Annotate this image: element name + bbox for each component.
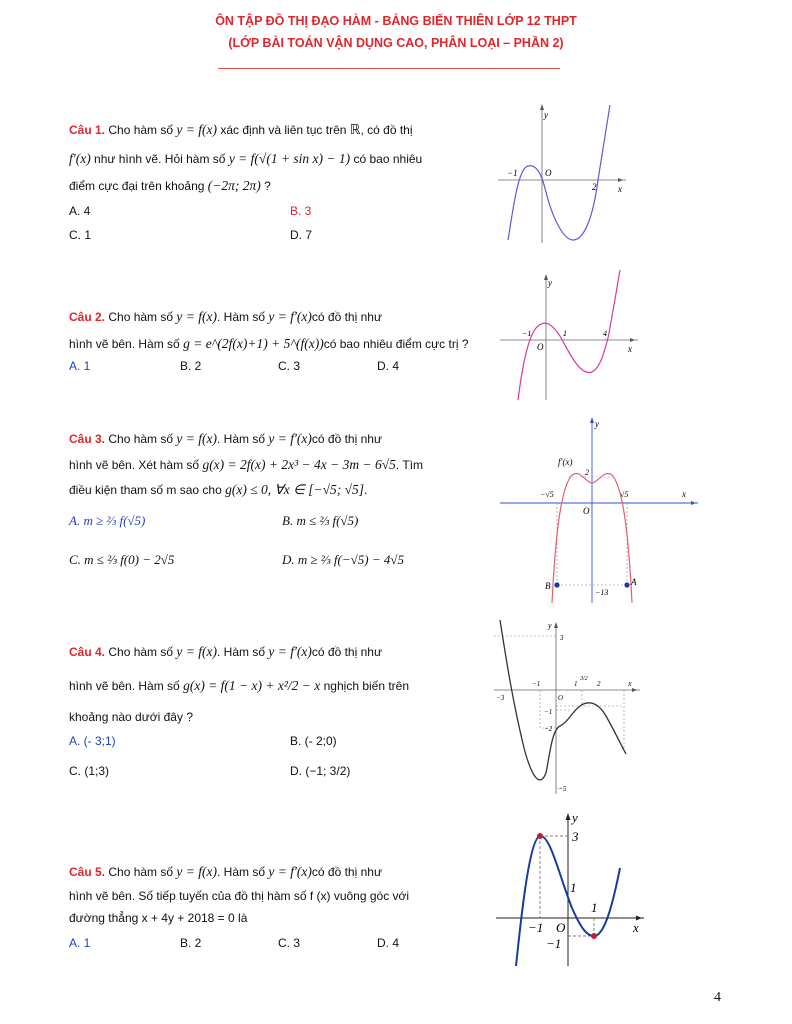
q5-line2 [69,889,409,903]
q3-line2 [69,457,423,473]
q2-text: . Hàm số [217,310,266,324]
q4-text: hình vẽ bên. Hàm số [69,679,180,693]
q5-line3 [69,911,247,925]
q5-formula: y = f(x) [176,864,217,879]
tick-label: −√5 [540,490,554,499]
tick-label: 1 [570,880,577,895]
tick-label: 2 [597,680,601,688]
origin-label: O [537,342,544,352]
q3-text: có đồ thị như [311,432,382,446]
q5-text: đường thẳng x + 4y + 2018 = 0 là [69,911,248,925]
page-subtitle: (LỚP BÀI TOÁN VẬN DỤNG CAO, PHÂN LOẠI – PHẦN 2) [228,36,564,50]
q5-text: hình vẽ bên. Số tiếp tuyến của đồ thị hàm số f (x) vuông góc với [69,889,410,903]
x-label: x [633,920,639,935]
q4-option-b[interactable]: B. (- 2;0) [290,734,337,748]
origin-label: O [545,168,552,178]
q1-label: Câu 1. [69,123,106,137]
point-b [554,582,559,587]
y-label: y [572,810,578,825]
point-b-label: B [545,581,551,591]
q1-formula: f′(x) [69,151,91,166]
q5-option-b[interactable]: B. 2 [180,936,202,950]
q4-line1 [69,644,382,660]
tick-label: −5 [558,785,567,793]
tick-label: 2 [585,468,589,477]
q1-option-c[interactable]: C. 1 [69,228,92,242]
q4-formula: g(x) = f(1 − x) + x²/2 − x [183,678,321,693]
q4-formula: y = f′(x) [268,644,312,659]
tick-label: √5 [620,490,629,499]
q4-line2 [69,678,409,694]
q3-option-d[interactable]: D. m ≥ ⅔ f(−√5) − 4√5 [282,552,404,567]
q5-text: . Hàm số [217,865,266,879]
tick-label: 1 [591,900,598,915]
q4-option-d[interactable]: D. (−1; 3/2) [290,764,351,778]
q1-text: Cho hàm số [108,123,174,137]
y-label: y [548,621,552,630]
x-label: x [628,344,632,354]
tick-label: −1 [522,329,532,338]
max-point [537,833,543,839]
q1-graph [498,100,628,245]
q5-text: Cho hàm số [108,865,174,879]
tick-label: 4 [603,329,607,338]
q3-formula: y = f′(x) [268,431,312,446]
q1-text: điểm cực đại trên khoảng [69,179,205,193]
header-divider [218,68,560,69]
origin-label: O [583,506,590,516]
q1-formula: y = f(x) [176,122,217,137]
x-label: x [628,679,632,688]
tick-label: 3/2 [580,676,588,682]
y-label: y [595,419,599,429]
q5-text: có đồ thị như [311,865,382,879]
q1-text: có bao nhiêu [353,152,423,166]
q2-option-b[interactable]: B. 2 [180,359,202,373]
q3-text: . Hàm số [217,432,266,446]
q2-label: Câu 2. [69,310,106,324]
q3-formula: g(x) = 2f(x) + 2x³ − 4x − 3m − 6√5 [202,457,396,472]
tick-label: −1 [507,168,518,178]
q2-option-c[interactable]: C. 3 [278,359,301,373]
q3-option-c[interactable]: C. m ≤ ⅔ f(0) − 2√5 [69,552,175,567]
q3-option-a[interactable] [69,513,145,529]
q4-option-a[interactable]: A. (- 3;1) [69,734,116,748]
option-text: A. m ≥ ⅔ f(√5) [69,513,146,528]
q4-formula: y = f(x) [176,644,217,659]
tick-label: 1 [563,329,567,338]
q1-text: ? [264,179,271,193]
tick-label: 2 [592,182,597,192]
tick-label: −2 [544,725,553,733]
q1-option-d[interactable]: D. 7 [290,228,313,242]
q4-graph [494,618,644,796]
origin-label: O [556,920,566,935]
q1-text: như hình vẽ. Hỏi hàm số [94,152,226,166]
q1-line3 [69,178,271,194]
q2-line2 [69,336,469,352]
q1-formula: (−2π; 2π) [207,178,261,193]
tick-label: −3 [496,694,505,702]
y-label: y [544,110,548,120]
x-label: x [682,489,686,499]
q1-text: , có đồ thị [360,123,413,137]
q4-text: có đồ thị như [311,645,382,659]
q2-text: có bao nhiêu điểm cực trị ? [323,337,469,351]
q2-option-a[interactable]: A. 1 [69,359,91,373]
q3-text: điều kiện tham số m sao cho [69,483,222,497]
q5-option-d[interactable]: D. 4 [377,936,400,950]
q5-label: Câu 5. [69,865,106,879]
tick-label: −1 [544,708,553,716]
q2-text: Cho hàm số [108,310,174,324]
q2-formula: g = e^(2f(x)+1) + 5^(f(x)) [183,336,324,351]
q2-option-d[interactable]: D. 4 [377,359,400,373]
tick-label: −1 [532,680,541,688]
q4-option-c[interactable]: C. (1;3) [69,764,110,778]
q4-text: khoảng nào dưới đây ? [69,710,193,724]
q3-line1 [69,431,382,447]
q3-formula: g(x) ≤ 0, ∀x ∈ [−√5; √5] [225,482,365,497]
q4-label: Câu 4. [69,645,106,659]
q3-text: Cho hàm số [108,432,174,446]
real-set-symbol: ℝ [349,122,361,137]
tick-label: 3 [560,634,564,642]
point-a-label: A [631,577,637,587]
page-number: 4 [714,990,721,1005]
curve-label: f′(x) [558,457,573,467]
page-title: ÔN TẬP ĐỒ THỊ ĐẠO HÀM - BẢNG BIẾN THIÊN LỚP 12 THPT [215,14,577,28]
q1-formula: y = f(√(1 + sin x) − 1) [228,151,351,166]
origin-label: O [558,694,564,702]
q5-option-a[interactable]: A. 1 [69,936,91,950]
min-point [591,933,597,939]
q2-formula: y = f′(x) [268,309,312,324]
x-label: x [618,184,622,194]
q3-text: . Tìm [395,458,424,472]
q3-option-b[interactable]: B. m ≤ ⅔ f(√5) [282,513,359,528]
q3-formula: y = f(x) [176,431,217,446]
derivative-curve [508,105,610,240]
tick-label: −1 [528,920,544,935]
tick-label: 3 [572,829,579,844]
point-a [624,582,629,587]
q4-text: . Hàm số [217,645,266,659]
q1-option-a[interactable]: A. 4 [69,204,91,218]
q2-formula: y = f(x) [176,309,217,324]
q5-graph [496,808,646,968]
y-label: y [548,278,552,288]
q2-graph [500,268,640,403]
q1-line2 [69,151,422,167]
q3-text: hình vẽ bên. Xét hàm số [69,458,200,472]
tick-label: 1 [574,680,578,688]
q3-line3 [69,482,367,498]
q3-text: . [364,483,368,497]
q4-line3 [69,710,193,724]
q4-text: Cho hàm số [108,645,174,659]
q1-line1 [69,122,413,138]
q3-label: Câu 3. [69,432,106,446]
tick-label: −1 [546,936,562,951]
q5-line1 [69,864,382,880]
q4-text: nghịch biến trên [323,679,410,693]
q2-text: hình vẽ bên. Hàm số [69,337,180,351]
q5-formula: y = f′(x) [268,864,312,879]
q5-option-c[interactable]: C. 3 [278,936,301,950]
q1-text: xác định và liên tục trên [220,123,347,137]
q2-text: có đồ thị như [311,310,382,324]
q2-line1 [69,309,382,325]
tick-label: −13 [595,588,609,597]
q1-option-b[interactable]: B. 3 [290,204,312,218]
q3-graph [500,413,700,605]
